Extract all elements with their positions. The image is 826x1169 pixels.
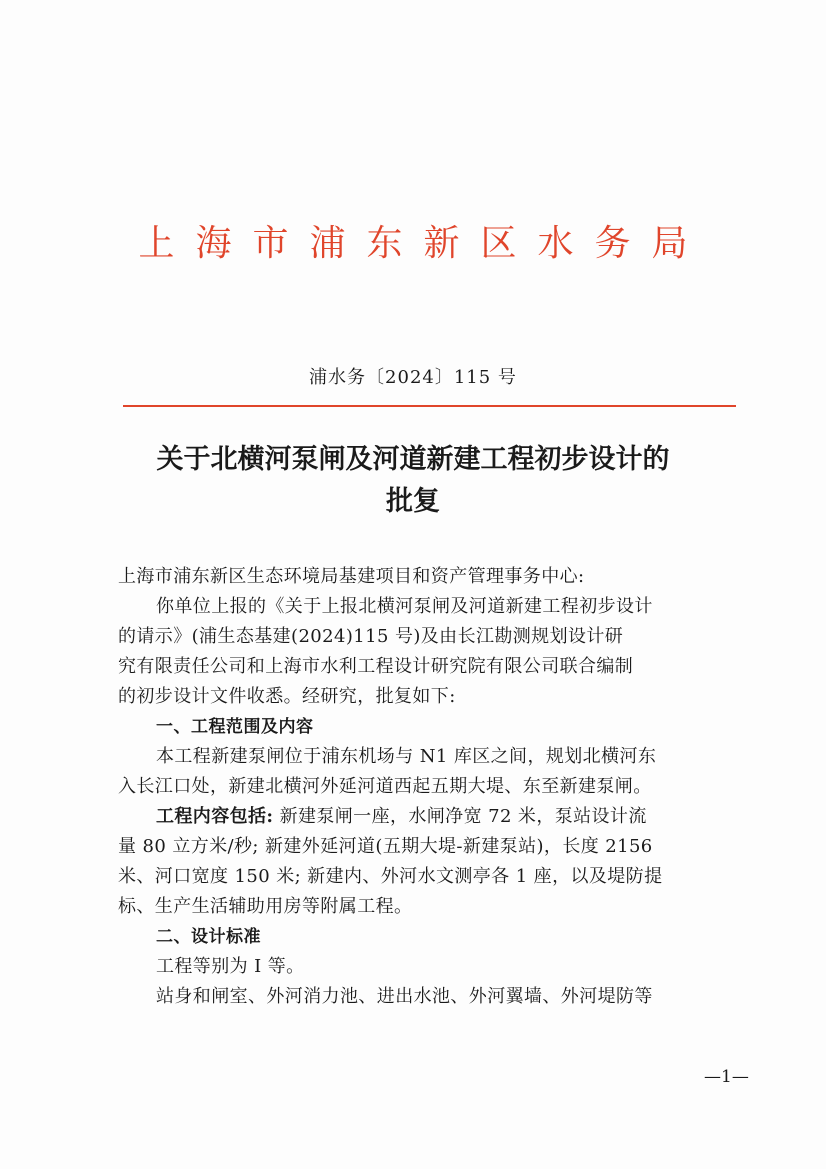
document-body xyxy=(118,562,728,1012)
section-heading-2: 二、设计标准 xyxy=(156,927,261,947)
paragraph-3-line-4: 标、生产生活辅助用房等附属工程。 xyxy=(118,896,413,917)
document-title xyxy=(0,439,826,523)
paragraph-5-line-1: 站身和闸室、外河消力池、进出水池、外河翼墙、外河堤防等 xyxy=(156,986,653,1007)
paragraph-2-line-1: 本工程新建泵闸位于浦东机场与 N1 库区之间，规划北横河东 xyxy=(156,746,657,767)
paragraph-3-line-3: 米、河口宽度 150 米; 新建内、外河水文测亭各 1 座，以及堤防提 xyxy=(118,866,663,887)
document-title-line-2: 批复 xyxy=(386,486,440,517)
document-number: 浦水务〔2024〕115 号 xyxy=(309,367,517,388)
page-number: —1— xyxy=(704,1067,749,1087)
paragraph-2-line-2: 入长江口处，新建北横河外延河道西起五期大堤、东至新建泵闸。 xyxy=(118,776,652,797)
paragraph-1-line-2: 的请示》(浦生态基建(2024)115 号)及由长江勘测规划设计研 xyxy=(118,626,624,647)
paragraph-4: 工程等别为 I 等。 xyxy=(156,956,305,977)
red-divider-line xyxy=(123,405,736,407)
letterhead-title: 上海市浦东新区水务局 xyxy=(138,223,709,264)
paragraph-3-first-rest: 新建泵闸一座，水闸净宽 72 米，泵站设计流 xyxy=(279,806,647,827)
paragraph-3-lead: 工程内容包括: xyxy=(156,806,274,827)
paragraph-1-line-3: 究有限责任公司和上海市水利工程设计研究院有限公司联合编制 xyxy=(118,656,634,677)
paragraph-3-line-2: 量 80 立方米/秒; 新建外延河道(五期大堤-新建泵站)，长度 2156 xyxy=(118,836,653,857)
section-heading-1: 一、工程范围及内容 xyxy=(156,717,314,737)
paragraph-3-line-1 xyxy=(118,802,728,832)
paragraph-1-line-4: 的初步设计文件收悉。经研究，批复如下: xyxy=(118,686,456,707)
addressee: 上海市浦东新区生态环境局基建项目和资产管理事务中心: xyxy=(118,566,585,587)
paragraph-1-line-1: 你单位上报的《关于上报北横河泵闸及河道新建工程初步设计 xyxy=(156,596,653,617)
document-title-line-1: 关于北横河泵闸及河道新建工程初步设计的 xyxy=(156,444,670,475)
